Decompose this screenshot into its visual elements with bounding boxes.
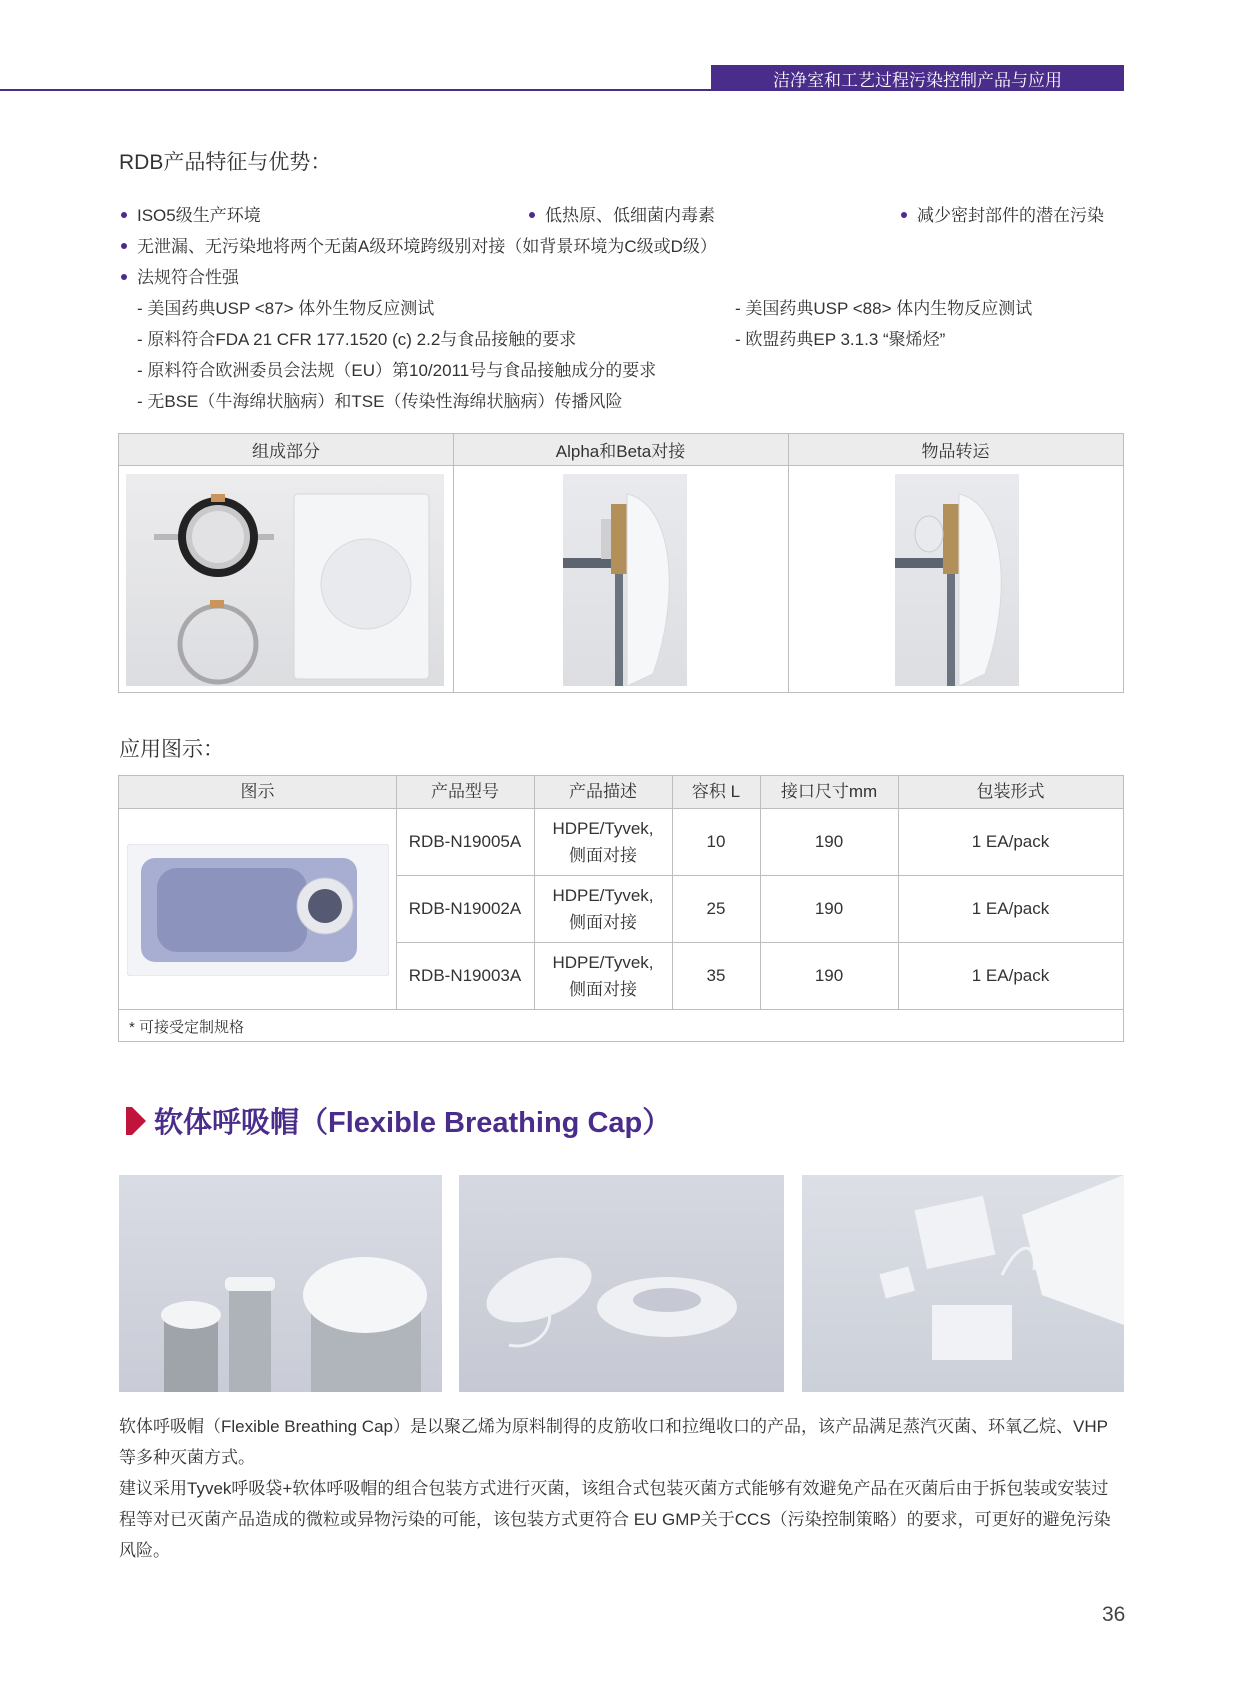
app-header-model: 产品型号 [431,782,499,802]
comp-divider [788,434,789,692]
bullet-dot [121,274,127,280]
app-header-pack: 包装形式 [976,782,1045,802]
row1-size: 190 [814,832,844,852]
sub-bse: - 无BSE（牛海绵状脑病）和TSE（传染性海绵状脑病）传播风险 [137,392,623,411]
bullet-iso5: ISO5级生产环境 [121,201,261,226]
row3-pack: 1 EA/pack [971,966,1050,986]
cap-photo-3 [802,1175,1124,1392]
row1-volume: 10 [706,832,726,852]
table-note: * 可接受定制规格 [129,1018,245,1036]
row1-desc: HDPE/Tyvek, 侧面对接 [552,818,654,865]
cap-on-pipes-illustration [119,1175,442,1392]
row3-size: 190 [814,966,844,986]
cap-photo-1 [119,1175,442,1392]
row3-volume: 35 [706,966,726,986]
sub-usp87: - 美国药典USP <87> 体外生物反应测试 [137,299,435,318]
row2-desc: HDPE/Tyvek, 侧面对接 [552,885,654,932]
sub-fda: - 原料符合FDA 21 CFR 177.1520 (c) 2.2与食品接触的要求 [137,330,577,349]
cap-products-illustration [459,1175,784,1392]
cap-paragraph-2: 建议采用Tyvek呼吸袋+软体呼吸帽的组合包装方式进行灭菌，该组合式包装灭菌方式能够有效避免产品在灭菌后由于拆包装或安装过程等对已灭菌产品造成的微粒或异物污染的可能，该包装方式更符合 EU GMP关于CCS（污染控制策略）的要求，可更好的避免污染风险。 [119,1479,1111,1560]
row2-model: RDB-N19002A [408,899,522,919]
docking-illustration [563,474,687,686]
bullet-less-contamination: 减少密封部件的潜在污染 [901,201,1104,226]
header-banner: 洁净室和工艺过程污染控制产品与应用 [711,65,1124,91]
comp-divider [453,434,454,692]
comp-header-docking: Alpha和Beta对接 [453,434,788,466]
row2-volume: 25 [706,899,726,919]
app-header-desc: 产品描述 [569,782,637,802]
cap-section-title: 软体呼吸帽（Flexible Breathing Cap） [118,1100,671,1141]
sub-eu: - 原料符合欧洲委员会法规（EU）第10/2011号与食品接触成分的要求 [137,361,657,380]
application-table [118,775,1124,1042]
page-number: 36 [1102,1603,1126,1626]
sub-ep: - 欧盟药典EP 3.1.3 “聚烯烃” [735,330,946,349]
row3-model: RDB-N19003A [408,966,522,986]
comp-header-parts: 组成部分 [119,434,453,466]
app-rule [119,1009,1123,1010]
app-header-size: 接口尺寸mm [780,782,878,802]
row1-model: RDB-N19005A [408,832,522,852]
transfer-photo [895,474,1019,686]
application-title: 应用图示： [119,738,224,761]
breathing-bags-illustration [802,1175,1124,1392]
row1-pack: 1 EA/pack [971,832,1050,852]
rdb-bag-illustration [127,844,389,976]
rdb-bag-photo [127,844,389,976]
cap-photo-2 [459,1175,784,1392]
bullet-no-leak: 无泄漏、无污染地将两个无菌A级环境跨级别对接（如背景环境为C级或D级） [121,232,717,257]
bullet-dot [121,212,127,218]
comp-header-transfer: 物品转运 [788,434,1123,466]
app-header-volume: 容积 L [691,782,741,802]
row3-desc: HDPE/Tyvek, 侧面对接 [552,952,654,999]
features-title: RDB产品特征与优势： [119,151,332,174]
docking-photo [563,474,687,686]
section-marker-icon [132,1107,146,1135]
bullet-low-pyrogen: 低热原、低细菌内毒素 [529,201,715,226]
bullet-dot [529,212,535,218]
row2-pack: 1 EA/pack [971,899,1050,919]
composition-table [118,433,1124,693]
components-illustration [126,474,444,686]
app-header-illustration: 图示 [240,782,275,802]
sub-usp88: - 美国药典USP <88> 体内生物反应测试 [735,299,1033,318]
cap-paragraph-1: 软体呼吸帽（Flexible Breathing Cap）是以聚乙烯为原料制得的皮筋收口和拉绳收口的产品，该产品满足蒸汽灭菌、环氧乙烷、VHP 等多种灭菌方式。 [119,1417,1108,1467]
transfer-illustration [895,474,1019,686]
bullet-dot [901,212,907,218]
bullet-dot [121,243,127,249]
bullet-compliance: 法规符合性强 [121,263,239,288]
row2-size: 190 [814,899,844,919]
components-photo [126,474,444,686]
